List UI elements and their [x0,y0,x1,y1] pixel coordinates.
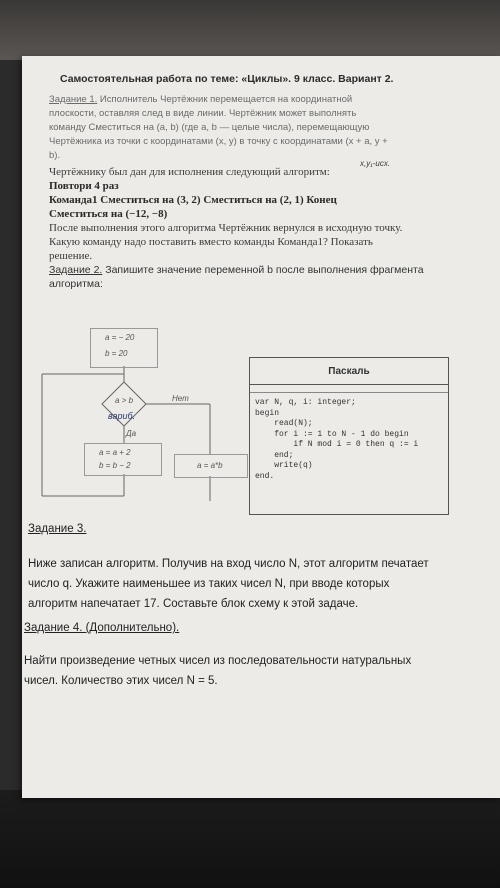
pascal-code-line: read(N); [255,419,313,428]
handwritten-flowchart-note: вариб. [108,411,136,421]
loop-body-block [84,443,162,476]
task4-line2: чисел. Количество этих чисел N = 5. [24,675,218,687]
pascal-code-line: end; [255,450,294,460]
handwritten-note: x,y₁-ucx. [360,159,391,168]
task3-line3: алгоритм напечатает 17. Составьте блок схему к этой задаче. [28,598,359,610]
condition-text: a > b [115,396,134,405]
task1-line7: Повтори 4 раз [49,180,119,192]
yes-label: Да [126,429,137,438]
body-a-text: a = a + 2 [99,448,131,457]
pascal-code-line: if N mod i = 0 then q := i [255,440,419,449]
task2-line2: алгоритма: [49,278,103,290]
no-label: Нет [172,394,189,403]
pascal-code-line: for i := 1 to N - 1 do begin [255,429,409,439]
task2-label: Задание 2. [49,264,103,276]
task3-line2: число q. Укажите наименьшее из таких чисел N, при вводе которых [28,578,390,590]
pascal-code-line: begin [255,408,280,418]
task1-line6: Чертёжнику был дан для исполнения следующий алгоритм: [49,166,330,178]
result-text: a = a*b [197,461,223,470]
pascal-code-line: end. [255,471,275,481]
pascal-code-line: write(q) [255,461,313,470]
task1-line5: b). [49,150,61,161]
pascal-code [255,398,418,482]
body-b-text: b = b − 2 [99,461,131,470]
desk-background-top [0,0,500,60]
pascal-header [250,358,448,385]
init-b-text: b = 20 [105,349,128,358]
init-a-text: a = − 20 [105,333,135,342]
result-block [174,454,248,478]
pascal-spacer-row [250,384,448,393]
task1-line8: Команда1 Сместиться на (3, 2) Сместиться на (2, 1) Конец [49,194,337,206]
task1-line3: команду Сместиться на (a, b) (где a, b — целые числа), перемещающую [49,122,370,133]
task1-label: Задание 1. [49,94,98,105]
task1-line11: Какую команду надо поставить вместо команды Команда1? Показать [49,236,373,248]
task1-line1-text: Исполнитель Чертёжник перемещается на координатной [99,94,353,105]
task2-line1-text: Запишите значение переменной b после выполнения фрагмента [105,264,424,276]
init-block [90,328,158,368]
worksheet-page [22,56,500,798]
pascal-code-line: var N, q, i: integer; [255,398,356,407]
pascal-code-table [249,357,449,515]
task1-line4: Чертёжника из точки с координатами (x, y) в точку с координатами (x + a, y + [49,136,388,147]
task4-line1: Найти произведение четных чисел из последовательности натуральных [24,655,412,667]
pascal-title: Паскаль [328,365,370,377]
task1-line12: решение. [49,250,93,262]
task3-label: Задание 3. [28,523,87,535]
page-title: Самостоятельная работа по теме: «Циклы». 9 класс. Вариант 2. [60,73,394,85]
task1-line2: плоскости, оставляя след в виде линии. Чертёжник может выполнять [49,108,357,119]
desk-background-bottom [0,790,500,888]
task4-label: Задание 4. (Дополнительно). [24,622,180,634]
task3-line1: Ниже записан алгоритм. Получив на вход число N, этот алгоритм печатает [28,558,429,570]
task1-line9: Сместиться на (−12, −8) [49,208,168,220]
task1-line10: После выполнения этого алгоритма Чертёжник вернулся в исходную точку. [49,222,403,234]
